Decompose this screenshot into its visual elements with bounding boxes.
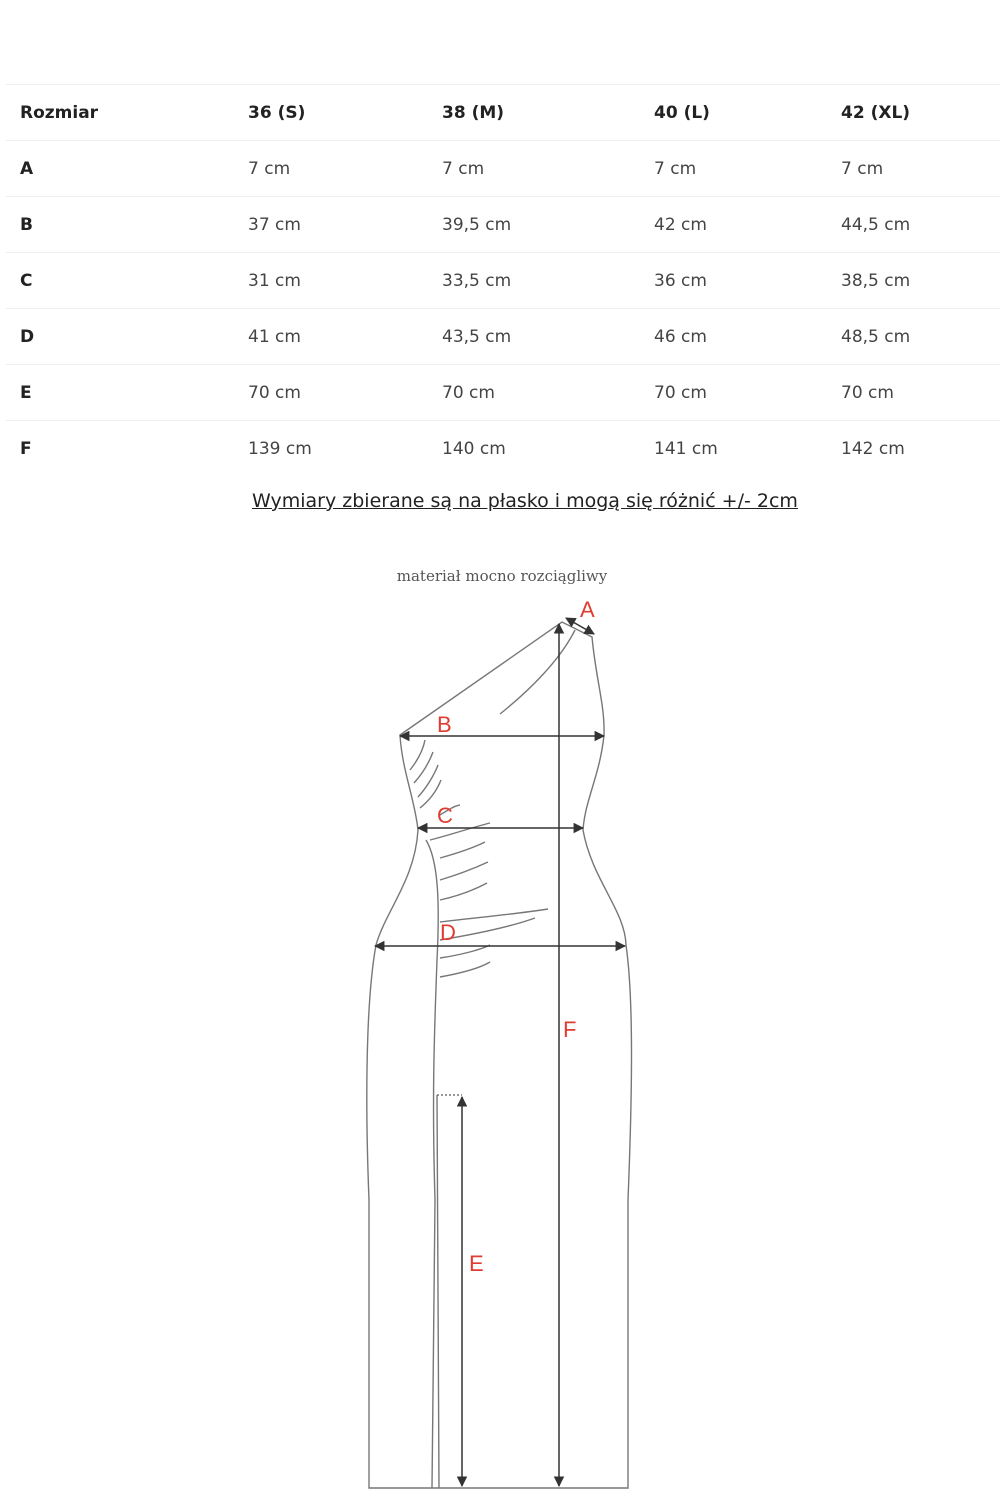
- label-a: A: [580, 597, 595, 622]
- table-cell: 70 cm: [428, 365, 640, 421]
- row-label: C: [6, 253, 234, 309]
- table-cell: 7 cm: [428, 141, 640, 197]
- table-cell: 142 cm: [827, 421, 1000, 477]
- table-cell: 46 cm: [640, 309, 827, 365]
- row-label: B: [6, 197, 234, 253]
- label-f: F: [563, 1017, 577, 1042]
- table-row: [6, 197, 1000, 253]
- material-note: materiał mocno rozciągliwy: [396, 567, 608, 585]
- row-label: D: [6, 309, 234, 365]
- header-cell: Rozmiar: [6, 85, 234, 141]
- table-cell: 48,5 cm: [827, 309, 1000, 365]
- table-header-row: [6, 85, 1000, 141]
- table-cell: 7 cm: [827, 141, 1000, 197]
- table-cell: 31 cm: [234, 253, 428, 309]
- table-row: [6, 421, 1000, 477]
- table-row: [6, 365, 1000, 421]
- size-table: [6, 84, 1000, 476]
- table-row: [6, 141, 1000, 197]
- table-cell: 38,5 cm: [827, 253, 1000, 309]
- measurement-arrows: [375, 618, 625, 1486]
- header-cell: 40 (L): [640, 85, 827, 141]
- label-c: C: [437, 803, 453, 828]
- table-row: [6, 253, 1000, 309]
- label-b: B: [437, 712, 452, 737]
- table-cell: 42 cm: [640, 197, 827, 253]
- table-cell: 37 cm: [234, 197, 428, 253]
- header-cell: 36 (S): [234, 85, 428, 141]
- table-cell: 7 cm: [640, 141, 827, 197]
- table-cell: 7 cm: [234, 141, 428, 197]
- label-e: E: [469, 1251, 484, 1276]
- table-cell: 70 cm: [640, 365, 827, 421]
- table-cell: 39,5 cm: [428, 197, 640, 253]
- table-cell: 36 cm: [640, 253, 827, 309]
- dress-outline: [367, 622, 632, 1488]
- table-cell: 140 cm: [428, 421, 640, 477]
- table-cell: 44,5 cm: [827, 197, 1000, 253]
- header-cell: 38 (M): [428, 85, 640, 141]
- row-label: A: [6, 141, 234, 197]
- table-cell: 141 cm: [640, 421, 827, 477]
- table-cell: 33,5 cm: [428, 253, 640, 309]
- header-cell: 42 (XL): [827, 85, 1000, 141]
- label-d: D: [440, 920, 456, 945]
- table-row: [6, 309, 1000, 365]
- table-cell: 70 cm: [827, 365, 1000, 421]
- table-cell: 139 cm: [234, 421, 428, 477]
- measurement-note: Wymiary zbierane są na płasko i mogą się różnić +/- 2cm: [252, 490, 798, 512]
- dress-diagram: [0, 550, 1000, 1500]
- row-label: F: [6, 421, 234, 477]
- row-label: E: [6, 365, 234, 421]
- table-cell: 43,5 cm: [428, 309, 640, 365]
- table-cell: 70 cm: [234, 365, 428, 421]
- table-cell: 41 cm: [234, 309, 428, 365]
